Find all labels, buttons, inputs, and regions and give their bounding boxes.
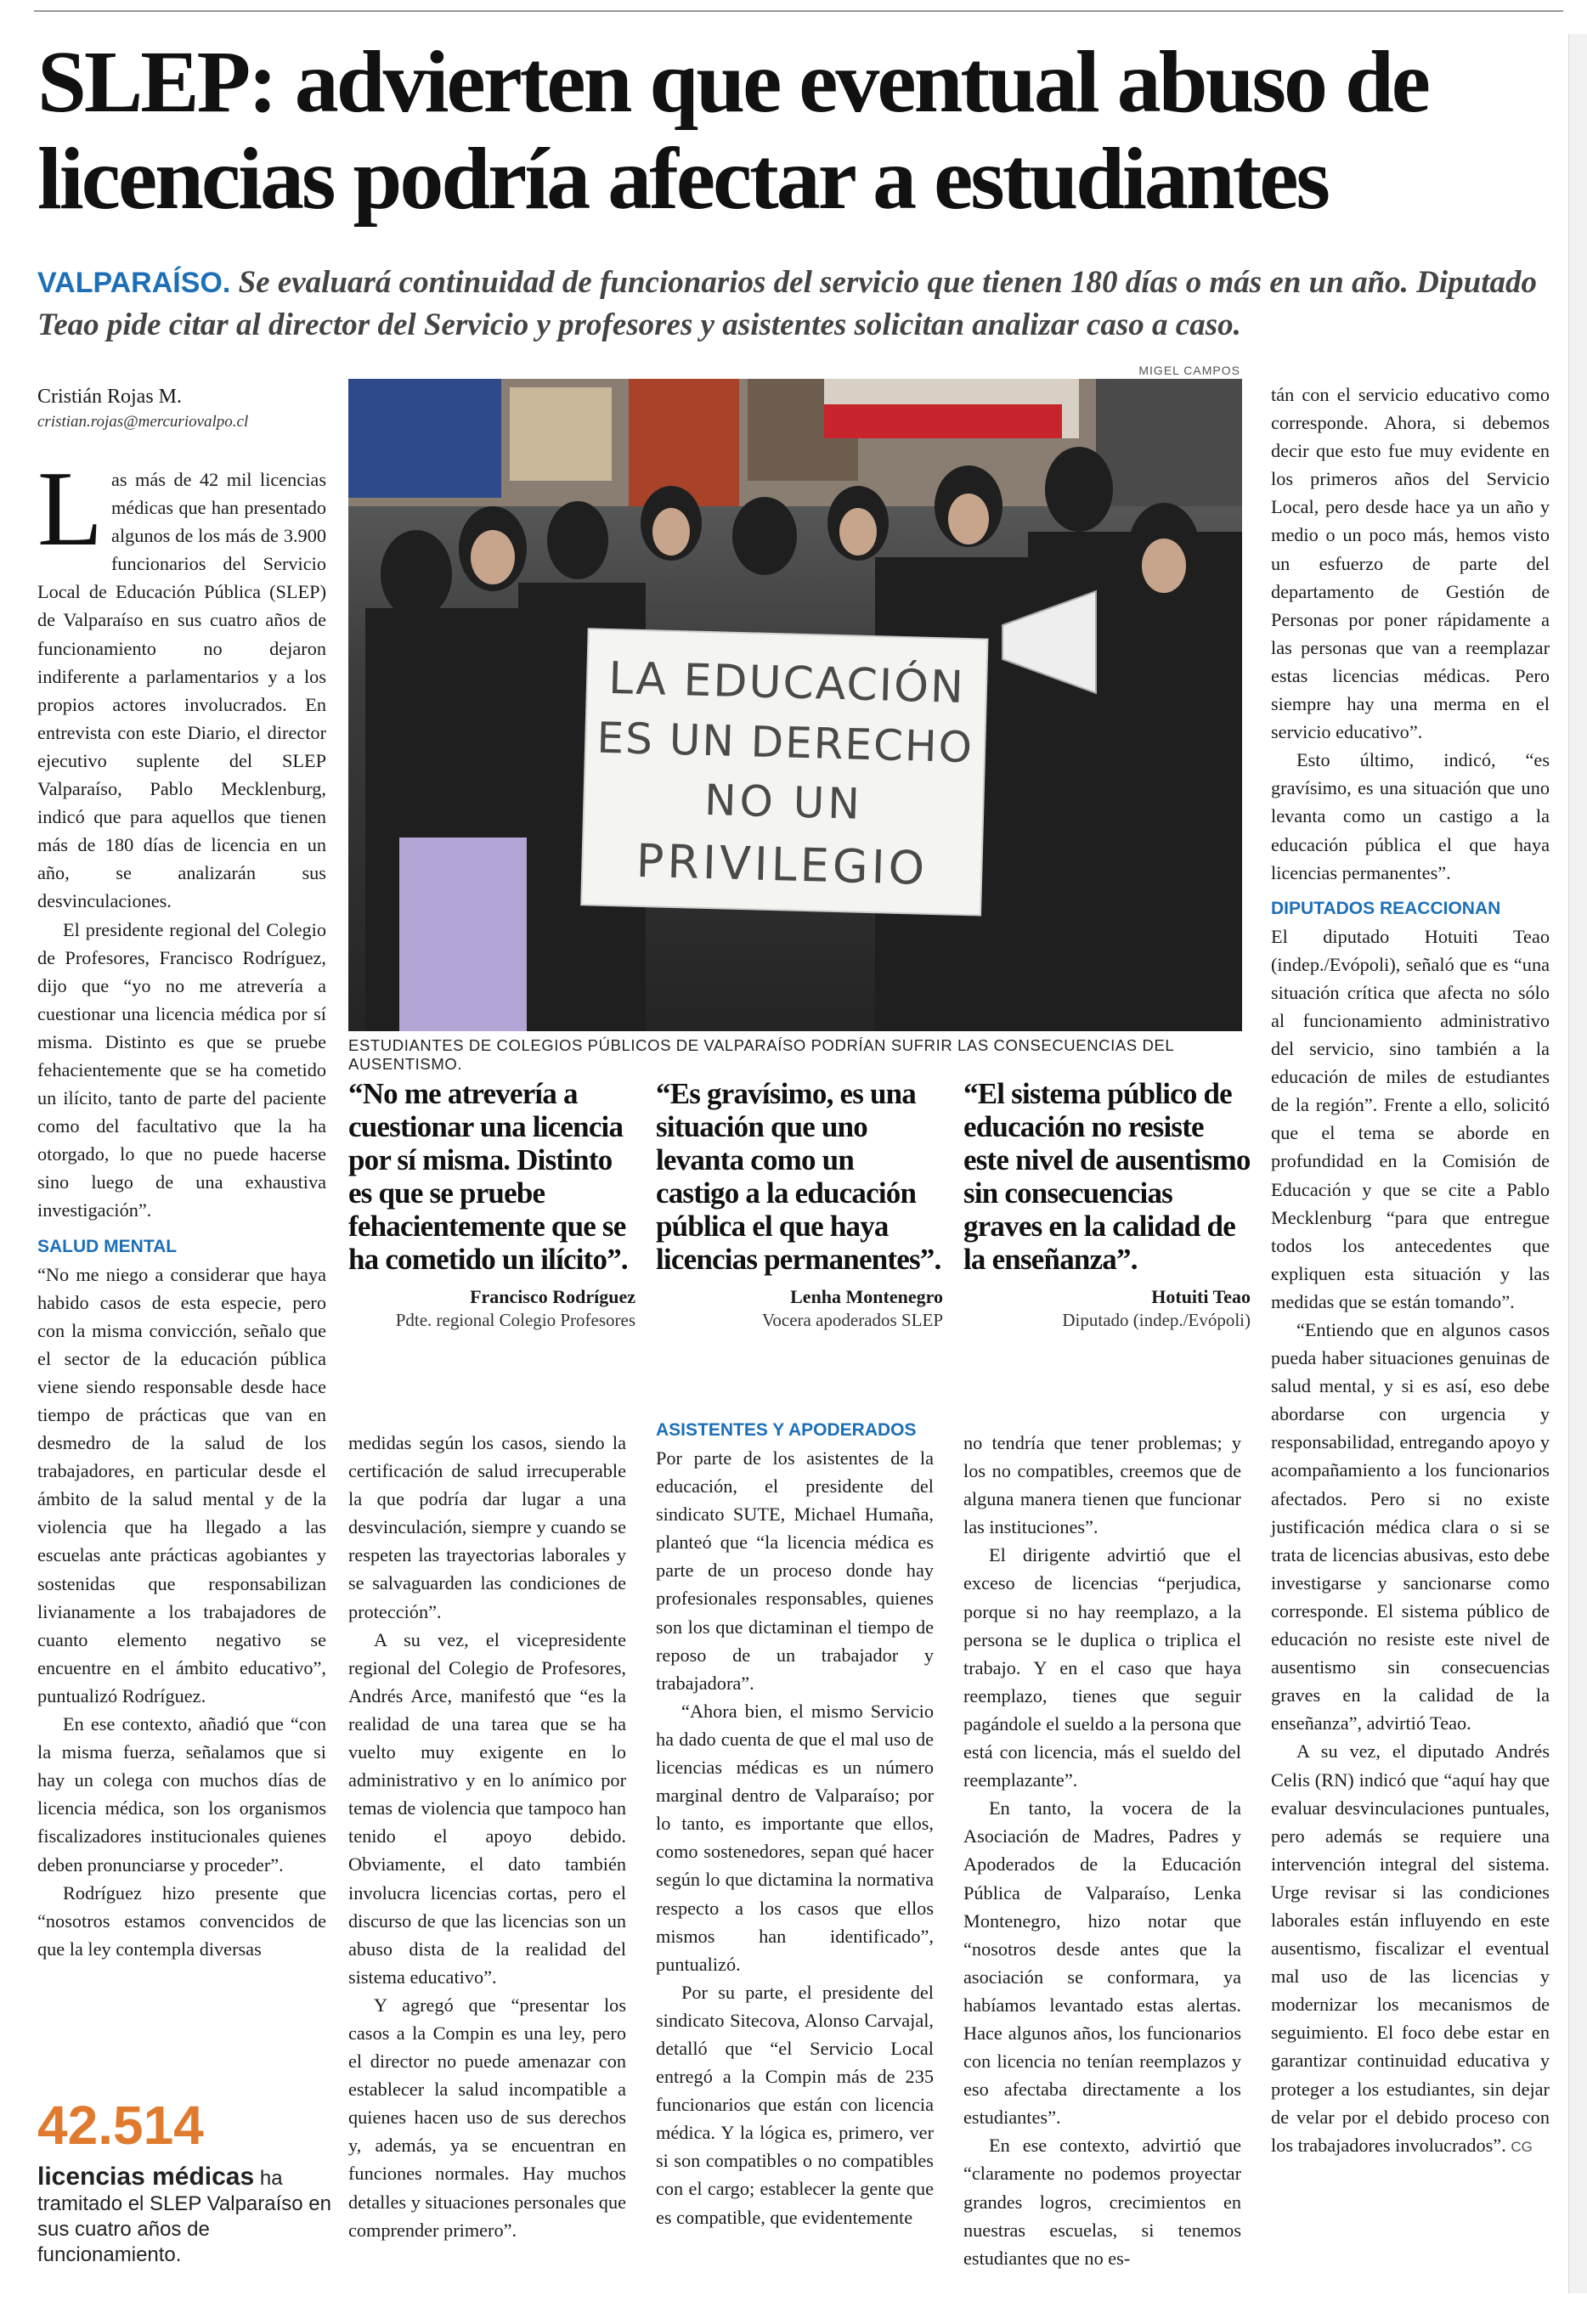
svg-text:LA EDUCACIÓN: LA EDUCACIÓN	[607, 652, 966, 714]
paragraph: Y agregó que “presentar los casos a la Compin es una ley, pero el director no puede amenazar con establecer la salud incompatible a quienes hacen uso de sus derechos y, además, ya se encuentran en funciones normales. Hay muchos detalles y situaciones personales que comprender primero”.	[348, 1994, 626, 2241]
pull-quote-2	[656, 1077, 943, 1331]
paragraph-text: A su vez, el diputado Andrés Celis (RN) indicó que “aquí hay que evaluar desvinculaciones puntuales, pero además se requiere una intervención integral del sistema. Urge revisar si las condiciones laborales están influyendo en este ausentismo, fiscalizar el eventual mal uso de las licencias y modernizar los mecanismos de seguimiento. El foco debe estar en garantizar continuidad educativa y proteger a los estudiantes, sin dejar de velar por el debido proceso con los trabajadores involucrados”.	[1271, 1740, 1550, 2156]
photo-caption: ESTUDIANTES DE COLEGIOS PÚBLICOS DE VALPARAÍSO PODRÍAN SUFRIR LAS CONSECUENCIAS DEL AUSENTISMO.	[348, 1036, 1174, 1073]
end-mark: CG	[1511, 2138, 1533, 2155]
paragraph: En ese contexto, añadió que “con la misma fuerza, señalamos que si hay un colega con muchos días de licencia médica, son los organismos fiscalizadores institucionales quienes deben pronunciarse y proceder”.	[37, 1713, 326, 1876]
paragraph: Por su parte, el presidente del sindicato Sitecova, Alonso Carvajal, detalló que “el Servicio Local entregó a la Compin más de 235 funcionarios que están con licencia médica. Y la lógica es, primero, ver si son compatibles o no compatibles con el cargo; establecer la gente que es compatible, que evidentemente	[656, 1981, 934, 2228]
quote-role: Vocera apoderados SLEP	[761, 1310, 943, 1330]
photo-illustration	[348, 379, 1242, 1031]
pull-quote-3	[963, 1077, 1251, 1331]
column-3	[656, 1419, 934, 2276]
paragraph: En tanto, la vocera de la Asociación de Madres, Padres y Apoderados de la Educación Pública de Valparaíso, Lenka Montenegro, hizo notar que “nosotros desde antes que la asociación se conformara, ya habíamos levantado estas alertas. Hace algunos años, los funcionarios con licencia no tenían reemplazos y eso afectaba directamente a los estudiantes”.	[963, 1797, 1241, 2129]
quote-role: Diputado (indep./Evópoli)	[1062, 1310, 1251, 1330]
quote-role: Pdte. regional Colegio Profesores	[395, 1310, 635, 1330]
paragraph: “Ahora bien, el mismo Servicio ha dado cuenta de que el mal uso de licencias médicas es un número marginal dentro de Valparaíso; por lo tanto, es importante que ellos, como sostenedores, sepan qué hacer según lo que dictamina la normativa respecto a los casos que ellos mismos han identificado”, puntualizó.	[656, 1700, 934, 1975]
top-rule	[34, 10, 1563, 12]
drop-cap: L	[37, 450, 103, 568]
paragraph: medidas según los casos, siendo la certificación de salud irrecuperable la que podría dar lugar a una desvinculación, siempre y cuando se respeten las trayectorias laborales y se salvaguarden las condiciones de protección”.	[348, 1432, 626, 1622]
quote-author: Francisco Rodríguez	[470, 1286, 635, 1307]
pull-quote-1	[348, 1077, 635, 1331]
paragraph: Rodríguez hizo presente que “nosotros estamos convencidos de que la ley contempla diversas	[37, 1881, 326, 1960]
stat-label	[37, 2164, 335, 2268]
stat-label-rest: ha tramitado el SLEP Valparaíso en sus cuatro años de funcionamiento.	[37, 2167, 331, 2266]
stat-label-strong: licencias médicas	[37, 2163, 255, 2191]
paragraph: El dirigente advirtió que el exceso de licencias “perjudica, porque si no hay reemplazo, a la persona se le duplica o triplica el trabajo. Y en el caso que haya reemplazo, tienes que seguir pagándole el sueldo a la persona que está con licencia, más el sueldo del reemplazante”.	[963, 1544, 1241, 1791]
quote-author: Lenha Montenegro	[790, 1286, 943, 1307]
photo-credit: MIGEL CAMPOS	[1138, 364, 1240, 377]
byline	[37, 384, 326, 435]
adjacent-article-edge	[1568, 34, 1587, 2293]
paragraph: El diputado Hotuiti Teao (indep./Evópoli), señaló que es “una situación crítica que afecta no sólo al funcionamiento administrativo del servicio, sino también a la educación de miles de estudiantes de la región”. Frente a ello, solicitó que el tema se aborde en profundidad en la Comisión de Educación y que se cite a Pablo Mecklenburg “para que entregue todos los antecedentes que expliquen esta situación y las medidas que se están tomando”.	[1271, 925, 1550, 1312]
paragraph: A su vez, el vicepresidente regional del Colegio de Profesores, Andrés Arce, manifestó que “es la realidad de una tarea que se ha vuelto muy exigente en lo administrativo y en lo anímico por temas de violencia que tampoco han tenido el apoyo debido. Obviamente, el dato también involucra licencias cortas, pero el discurso de que las licencias son un abuso dista de la realidad del sistema educativo”.	[348, 1628, 626, 1988]
protest-photo	[348, 379, 1242, 1031]
deck-text: Se evaluará continuidad de funcionarios del servicio que tienen 180 días o más en un año. Diputado Teao pide citar al director del Servicio y profesores y asistentes solicitan analizar caso a caso.	[37, 265, 1537, 342]
paragraph: “No me niego a considerar que haya habido casos de esta especie, pero con la misma convicción, señalo que el sector de la educación pública viene siendo responsable desde hace tiempo de prácticas que van en desmedro de la salud de los trabajadores, en particular desde el ámbito de la salud mental y de la violencia que ha llegado a las escuelas ante prácticas agobiantes y sostenidas que responsabilizan livianamente a los trabajadores de cuanto elemento negativo se encuentre en el ámbito educativo”, puntualizó Rodríguez.	[37, 1263, 326, 1706]
deck	[37, 262, 1558, 346]
subhead-salud-mental: SALUD MENTAL	[37, 1236, 178, 1256]
stat-number: 42.514	[37, 2095, 204, 2156]
quote-text: “No me atrevería a cuestionar una licencia por sí misma. Distinto es que se pruebe fehacientemente que se ha cometido un ilícito”.	[348, 1077, 628, 1276]
svg-text:NO UN: NO UN	[703, 775, 864, 829]
paragraph: tán con el servicio educativo como corresponde. Ahora, si debemos decir que esto fue muy evidente en los primeros años del Servicio Local, pero desde hace ya un año y medio o un poco más, hemos visto un esfuerzo de parte del departamento de Gestión de Personas por poner rápidamente a las personas que van a reemplazar estas licencias médicas. Pero siempre hay una merma en el servicio educativo”.	[1271, 384, 1550, 743]
column-1	[37, 450, 326, 2079]
svg-text:PRIVILEGIO: PRIVILEGIO	[635, 833, 929, 895]
lead-text: as más de 42 mil licencias médicas que han presentado algunos de los más de 3.900 funcionarios del Servicio Local de Educación Pública (SLEP) de Valparaíso en sus cuatro años de funcionamiento no dejaron indiferente a parlamentarios y a los propios actores involucrados. En entrevista con este Diario, el director ejecutivo suplente del SLEP Valparaíso, Pablo Mecklenburg, indicó que para aquellos que tienen más de 180 días de licencia en un año, se analizarán sus desvinculaciones.	[37, 469, 326, 912]
author-name: Cristián Rojas M.	[37, 386, 183, 408]
lead-paragraph	[37, 450, 326, 916]
paragraph: Esto último, indicó, “es gravísimo, es una situación que uno levanta como un castigo a la educación pública el que haya licencias permanentes”.	[1271, 749, 1550, 883]
paragraph: En ese contexto, advirtió que “claramente no podemos proyectar grandes logros, crecimientos en nuestras escuelas, si tenemos estudiantes que no es-	[963, 2135, 1241, 2269]
column-5	[1271, 381, 1550, 2283]
paragraph: no tendría que tener problemas; y los no compatibles, creemos que de alguna manera tienen que funcionar las instituciones”.	[963, 1432, 1241, 1538]
paragraph: El presidente regional del Colegio de Profesores, Francisco Rodríguez, dijo que “yo no me atrevería a cuestionar una licencia médica por sí misma. Distinto es que se pruebe fehacientemente que se ha cometido un ilícito, tanto de parte del paciente como del facultativo que la ha otorgado, lo que no puede hacerse sino luego de una exhaustiva investigación”.	[37, 918, 326, 1221]
subhead-diputados: DIPUTADOS REACCIONAN	[1271, 898, 1501, 918]
paragraph: Por parte de los asistentes de la educación, el presidente del sindicato SUTE, Michael Humaña, planteó que “la licencia médica es parte de un proceso donde hay profesionales responsables, quienes son los que dictaminan el tiempo de reposo de un trabajador y trabajadora”.	[656, 1447, 934, 1694]
headline: SLEP: advierten que eventual abuso de licencias podría afectar a estudiantes	[37, 33, 1428, 228]
deck-kicker: VALPARAÍSO.	[37, 267, 231, 299]
paragraph	[1271, 1737, 1550, 2160]
quote-text: “Es gravísimo, es una situación que uno levanta como un castigo a la educación pública el que haya licencias permanentes”.	[656, 1077, 941, 1276]
subhead-asistentes: ASISTENTES Y APODERADOS	[656, 1420, 917, 1440]
column-4	[963, 1429, 1241, 2278]
quote-author: Hotuiti Teao	[1151, 1286, 1251, 1307]
paragraph: “Entiendo que en algunos casos pueda haber situaciones genuinas de salud mental, y si es así, eso debe abordarse con urgencia y responsabilidad, entregando apoyo y acompañamiento a los funcionarios afectados. Pero si no existe justificación médica clara o si se trata de licencias abusivas, esto debe investigarse y sancionarse como corresponde. El sistema público de educación no resiste este nivel de ausentismo sin consecuencias graves en la calidad de la enseñanza”, advirtió Teao.	[1271, 1319, 1550, 1735]
author-email: cristian.rojas@mercuriovalpo.cl	[37, 413, 249, 431]
column-2	[348, 1429, 626, 2278]
svg-text:ES UN DERECHO: ES UN DERECHO	[596, 713, 974, 773]
quote-text: “El sistema público de educación no resiste este nivel de ausentismo sin consecuencias graves en la calidad de la enseñanza”.	[963, 1077, 1251, 1276]
